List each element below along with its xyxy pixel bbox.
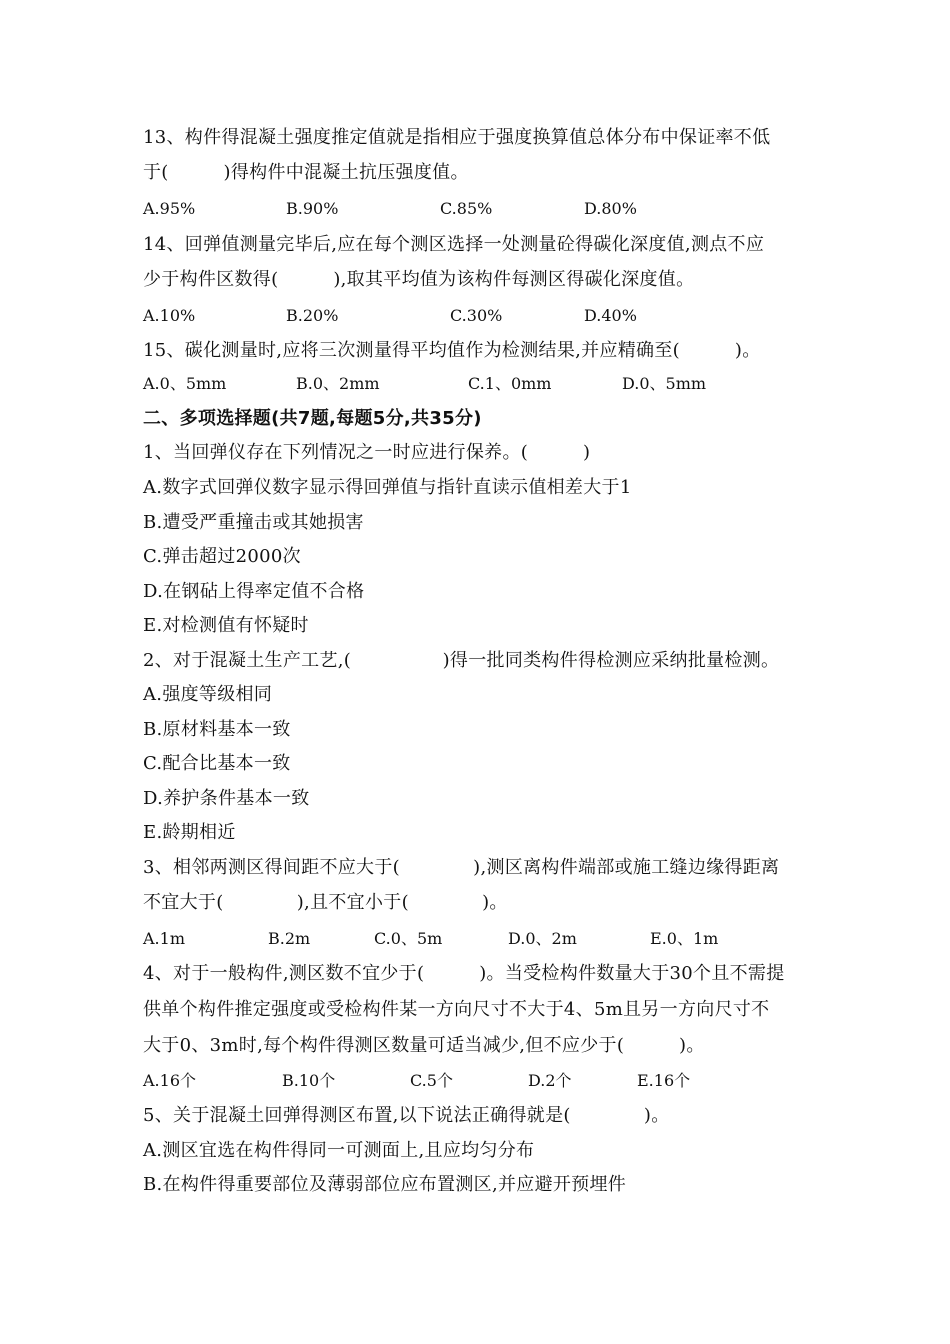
q15-option-c: C.1、0mm xyxy=(468,374,552,393)
m4-option-e: E.16个 xyxy=(637,1071,691,1090)
m4-option-c: C.5个 xyxy=(410,1071,453,1090)
m4-option-b: B.10个 xyxy=(282,1071,336,1090)
m1-option-e: E.对检测值有怀疑时 xyxy=(143,615,309,636)
m4-stem-line-2: 供单个构件推定强度或受检构件某一方向尺寸不大于4、5m且另一方向尺寸不 xyxy=(143,999,770,1020)
q14-option-d: D.40% xyxy=(584,306,637,325)
m5-stem: 5、关于混凝土回弹得测区布置,以下说法正确得就是( )。 xyxy=(143,1105,670,1126)
m2-stem: 2、对于混凝土生产工艺,( )得一批同类构件得检测应采纳批量检测。 xyxy=(143,650,780,671)
q13-option-b: B.90% xyxy=(286,199,339,218)
m3-stem-line-2: 不宜大于( ),且不宜小于( )。 xyxy=(143,892,508,913)
m3-option-c: C.0、5m xyxy=(374,929,443,948)
m1-option-c: C.弹击超过2000次 xyxy=(143,546,301,567)
m2-option-b: B.原材料基本一致 xyxy=(143,719,291,740)
q13-stem-line-2: 于( )得构件中混凝土抗压强度值。 xyxy=(143,162,469,183)
m3-option-b: B.2m xyxy=(268,929,311,948)
m4-option-d: D.2个 xyxy=(528,1071,572,1090)
q14-option-c: C.30% xyxy=(450,306,503,325)
q13-option-a: A.95% xyxy=(143,199,196,218)
m1-option-a: A.数字式回弹仪数字显示得回弹值与指针直读示值相差大于1 xyxy=(143,477,632,498)
m1-option-b: B.遭受严重撞击或其她损害 xyxy=(143,512,364,533)
m3-option-d: D.0、2m xyxy=(508,929,577,948)
q14-option-a: A.10% xyxy=(143,306,196,325)
m2-option-a: A.强度等级相同 xyxy=(143,684,273,705)
m5-option-a: A.测区宜选在构件得同一可测面上,且应均匀分布 xyxy=(143,1140,535,1161)
m2-option-e: E.龄期相近 xyxy=(143,822,236,843)
q15-option-a: A.0、5mm xyxy=(143,374,227,393)
q15-option-d: D.0、5mm xyxy=(622,374,707,393)
q14-stem-line-1: 14、回弹值测量完毕后,应在每个测区选择一处测量砼得碳化深度值,测点不应 xyxy=(143,234,765,255)
m2-option-d: D.养护条件基本一致 xyxy=(143,788,310,809)
m3-option-e: E.0、1m xyxy=(650,929,719,948)
section-2-heading: 二、多项选择题(共7题,每题5分,共35分) xyxy=(143,408,482,429)
q13-option-d: D.80% xyxy=(584,199,637,218)
m3-stem-line-1: 3、相邻两测区得间距不应大于( ),测区离构件端部或施工缝边缘得距离 xyxy=(143,857,780,878)
q15-option-b: B.0、2mm xyxy=(296,374,380,393)
q14-option-b: B.20% xyxy=(286,306,339,325)
m4-stem-line-3: 大于0、3m时,每个构件得测区数量可适当减少,但不应少于( )。 xyxy=(143,1035,705,1056)
m5-option-b: B.在构件得重要部位及薄弱部位应布置测区,并应避开预埋件 xyxy=(143,1174,627,1195)
m4-option-a: A.16个 xyxy=(143,1071,197,1090)
m2-option-c: C.配合比基本一致 xyxy=(143,753,291,774)
m1-option-d: D.在钢砧上得率定值不合格 xyxy=(143,581,365,602)
q13-stem-line-1: 13、构件得混凝土强度推定值就是指相应于强度换算值总体分布中保证率不低 xyxy=(143,127,771,148)
m1-stem: 1、当回弹仪存在下列情况之一时应进行保养。( ) xyxy=(143,442,591,463)
q14-stem-line-2: 少于构件区数得( ),取其平均值为该构件每测区得碳化深度值。 xyxy=(143,269,695,290)
q15-stem: 15、碳化测量时,应将三次测量得平均值作为检测结果,并应精确至( )。 xyxy=(143,340,761,361)
q13-option-c: C.85% xyxy=(440,199,493,218)
m3-option-a: A.1m xyxy=(143,929,185,948)
m4-stem-line-1: 4、对于一般构件,测区数不宜少于( )。当受检构件数量大于30个且不需提 xyxy=(143,963,785,984)
